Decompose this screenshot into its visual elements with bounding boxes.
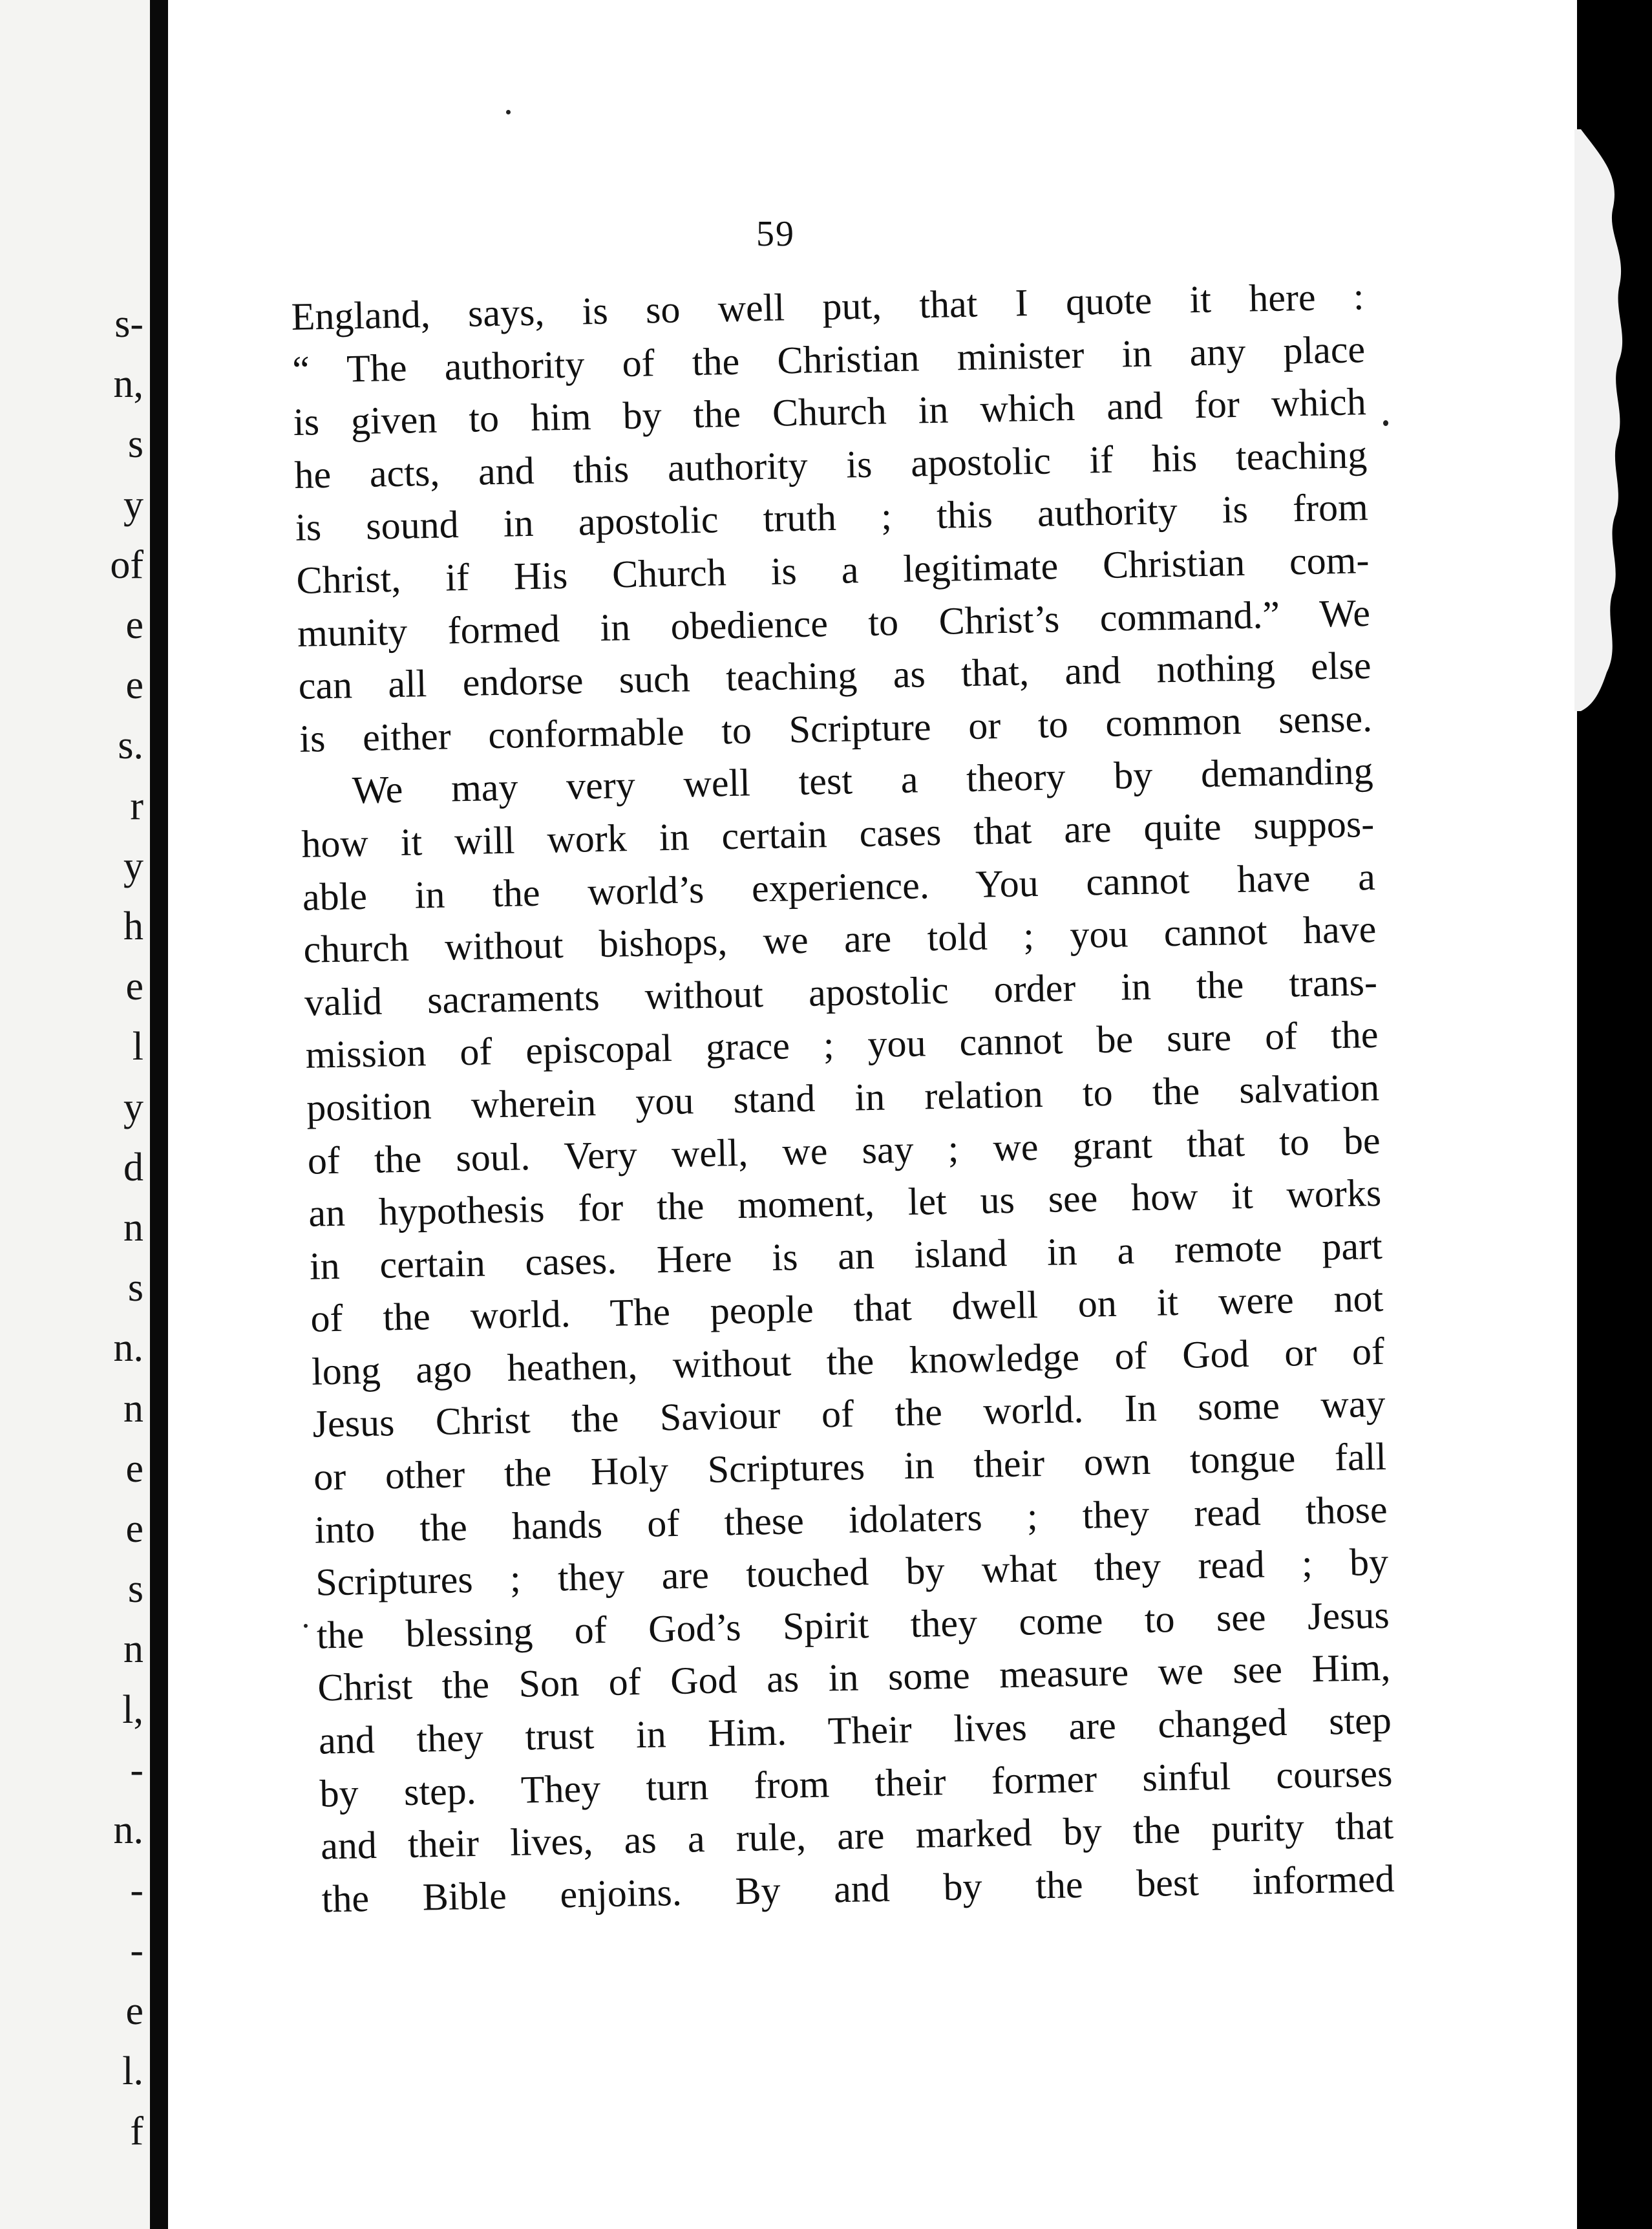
text-line: is sound in apostolic truth ; this authority is from	[295, 485, 1369, 549]
left-page-fragment: n	[123, 1386, 143, 1431]
text-line: church without bishops, we are told ; you cannot have	[302, 908, 1377, 971]
left-page-fragment: l,	[122, 1687, 143, 1732]
text-line: “ The authority of the Christian minister in any place	[291, 327, 1366, 391]
page-number: 59	[756, 214, 795, 254]
text-line: munity formed in obedience to Christ’s command.” We	[297, 591, 1371, 655]
left-page-fragment: n	[123, 1206, 143, 1250]
left-page-fragment: n,	[113, 362, 143, 407]
text-line: can all endorse such teaching as that, and nothing else	[298, 644, 1372, 708]
text-line: is either conformable to Scripture or to common sense.	[299, 696, 1373, 760]
text-line: by step. They turn from their former sinful courses	[319, 1751, 1393, 1815]
torn-page-edge	[1574, 129, 1633, 711]
book-gutter	[150, 0, 168, 2229]
text-line: and they trust in Him. Their lives are changed step	[318, 1698, 1392, 1762]
left-page-fragment: s	[127, 422, 143, 467]
body-text	[291, 270, 1395, 1926]
text-line: We may very well test a theory by demanding	[352, 749, 1374, 812]
text-line: in certain cases. Here is an island in a remote part	[309, 1224, 1383, 1288]
left-page-fragment: h	[123, 904, 143, 948]
text-line: into the hands of these idolaters ; they read those	[314, 1488, 1388, 1552]
left-page-fragment: s.	[118, 723, 143, 768]
paragraph	[300, 745, 1395, 1926]
text-line: valid sacraments without apostolic order in the trans-	[304, 960, 1378, 1024]
text-line: mission of episcopal grace ; you cannot be sure of the	[305, 1013, 1379, 1077]
text-line: Jesus Christ the Saviour of the world. In some way	[312, 1382, 1386, 1446]
left-facing-page	[0, 0, 150, 2229]
left-page-fragment: e	[125, 1989, 143, 2033]
left-page-fragment: y	[123, 482, 143, 527]
left-page-fragment: e	[125, 1507, 143, 1551]
left-page-fragment: l.	[122, 2049, 143, 2093]
paragraph	[291, 270, 1373, 765]
text-line: is given to him by the Church in which and for which	[293, 380, 1367, 444]
text-line: Christ, if His Church is a legitimate Christian com-	[295, 539, 1370, 602]
text-line: Christ the Son of God as in some measure we see Him,	[317, 1646, 1391, 1710]
left-page-fragment: e	[125, 663, 143, 708]
text-line: position wherein you stand in relation to the salvation	[306, 1065, 1380, 1129]
text-line: England, says, is so well put, that I quote it here :	[291, 275, 1365, 338]
left-page-fragment: s	[127, 1266, 143, 1310]
left-page-fragment: l	[132, 1025, 143, 1069]
left-page-fragment: y	[123, 1085, 143, 1129]
left-page-fragment: d	[123, 1145, 143, 1189]
left-page-text-fragments	[0, 0, 150, 2229]
left-page-fragment: s	[127, 1567, 143, 1612]
text-line: long ago heathen, without the knowledge of God or of	[311, 1329, 1385, 1393]
left-page-fragment: f	[130, 2109, 143, 2153]
left-page-fragment: s-	[114, 302, 143, 346]
text-line: the blessing of God’s Spirit they come to see Jesus	[316, 1593, 1390, 1657]
left-page-fragment: e	[125, 603, 143, 647]
left-page-fragment: r	[130, 784, 143, 828]
paper-speck	[506, 110, 511, 114]
left-page-fragment: -	[130, 1928, 143, 1973]
left-page-fragment: n.	[113, 1808, 143, 1852]
left-page-fragment: of	[110, 542, 143, 587]
paper-speck	[304, 1624, 308, 1628]
text-line: of the world. The people that dwell on it were not	[310, 1277, 1384, 1340]
text-line: how it will work in certain cases that are quite suppos-	[301, 802, 1375, 866]
left-page-fragment: e	[125, 965, 143, 1009]
left-page-fragment: y	[123, 844, 143, 888]
left-page-fragment: e	[125, 1446, 143, 1491]
paper-speck	[1383, 420, 1388, 426]
text-line: he acts, and this authority is apostolic if his teaching	[293, 432, 1368, 496]
left-page-fragment: n.	[113, 1326, 143, 1370]
text-line: the Bible enjoins. By and by the best informed	[321, 1857, 1395, 1921]
text-line: or other the Holy Scriptures in their own tongue fall	[313, 1434, 1387, 1498]
left-page-fragment: n	[123, 1627, 143, 1672]
text-line: and their lives, as a rule, are marked by the purity that	[320, 1804, 1394, 1868]
text-line: Scriptures ; they are touched by what they read ; by	[315, 1541, 1389, 1604]
text-line: an hypothesis for the moment, let us see how it works	[308, 1171, 1382, 1235]
text-line: able in the world’s experience. You cannot have a	[302, 855, 1376, 919]
left-page-fragment: -	[130, 1868, 143, 1913]
left-page-fragment: -	[130, 1747, 143, 1792]
text-line: of the soul. Very well, we say ; we grant that to be	[307, 1118, 1381, 1182]
